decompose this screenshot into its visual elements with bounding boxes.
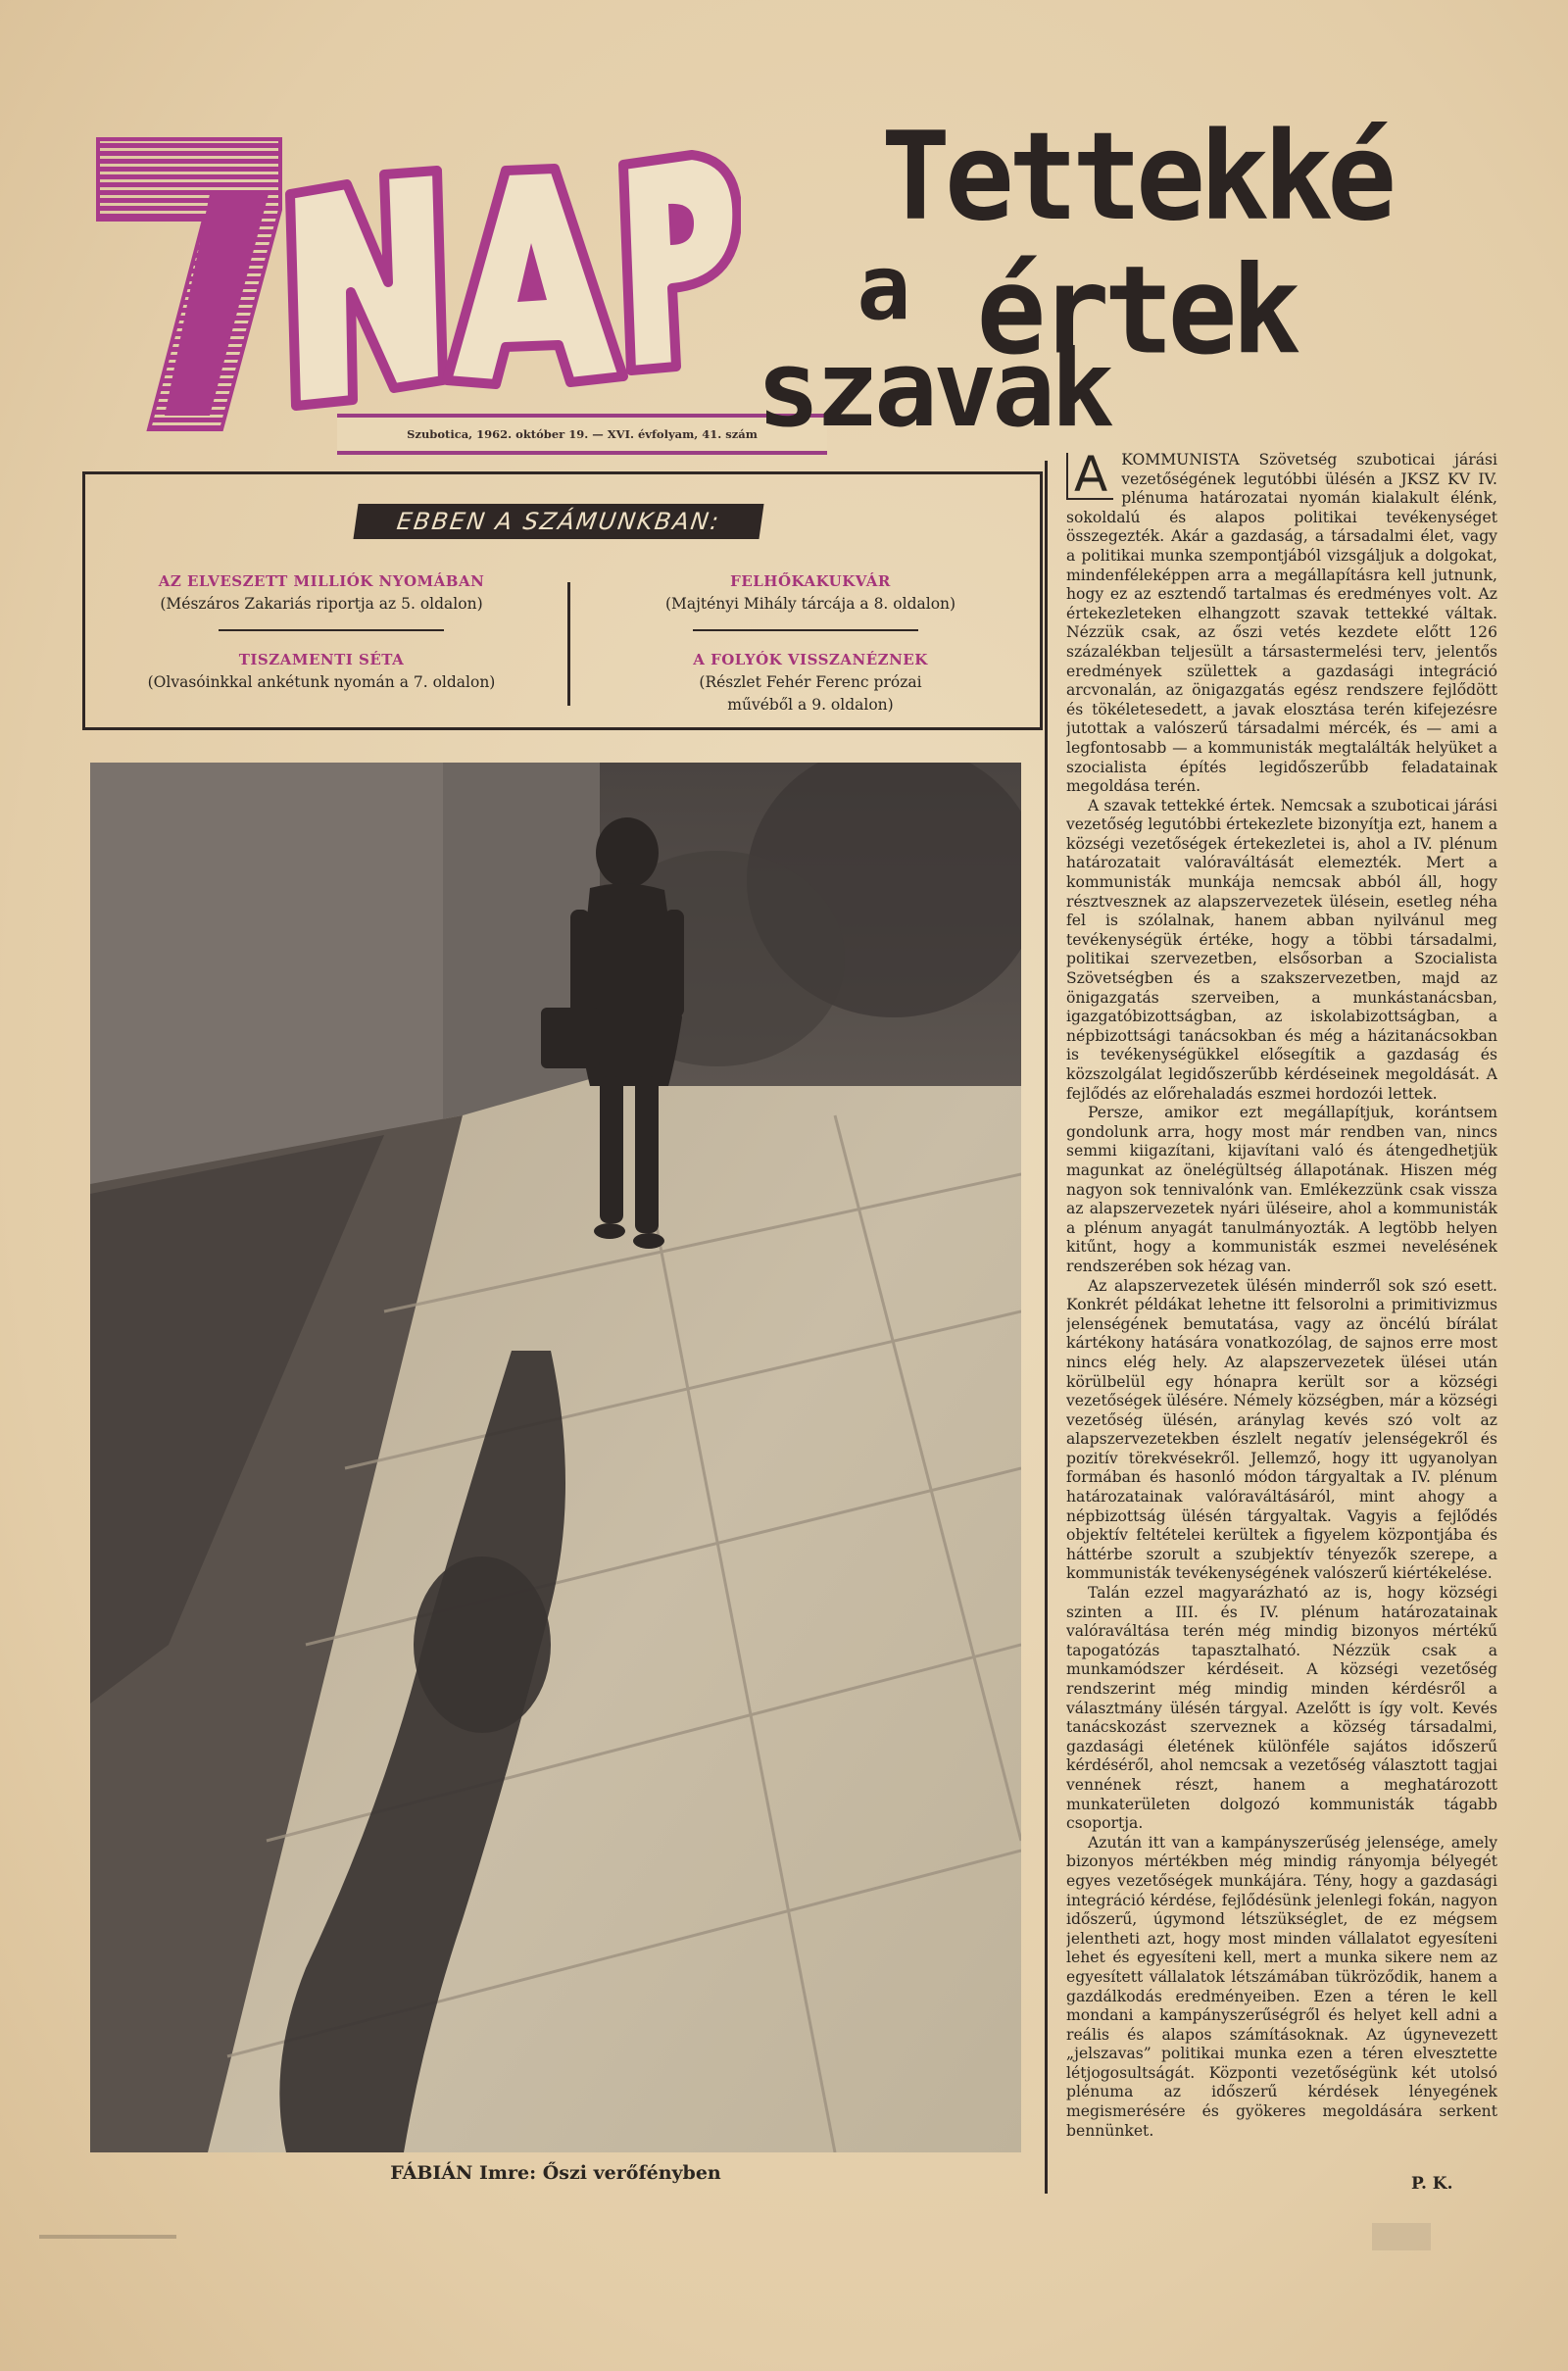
contents-divider <box>567 582 570 706</box>
column-rule <box>1045 461 1048 2194</box>
masthead-logo <box>94 135 741 447</box>
issue-line: Szubotica, 1962. október 19. — XVI. évfolyam, 41. szám <box>337 414 827 455</box>
page-smudge <box>39 2217 1529 2256</box>
article-paragraph: Azután itt van a kampányszerűség jelensége, amely bizonyos mértékben még mindig rányomja bélyegét egyes vezetőségek munkájára. Tény, hogy a gazdasági integráció kérdése, fejlődésünk jelenlegi fokán, nagyon időszerű, úgymond létszükséglet, de ez mégsem jelentheti azt, hogy most minden vállalatot egyesíteni lehet és egyesíteni kell, mert a munka sikere nem az egyesített vállalatok létszámában tükröződik, hanem a gazdálkodás eredményeiben. Ezen a téren le kell mondani a kampányszerűségről és helyet kell adni a reális és alapos számításoknak. Az úgynevezett „jelszavas” politikai munka ezen a téren elvesztette létjogosultságát. Központi vezetőségünk két utolsó plénuma az időszerű kérdések lényegének megismerésére és gyökeres megoldására serkent bennünket. <box>1066 1833 1497 2140</box>
contents-rule-right <box>693 629 918 631</box>
contents-item-title: AZ ELVESZETT MILLIÓK NYOMÁBAN <box>158 572 485 590</box>
article-paragraph: A szavak tettekké értek. Nemcsak a szuboticai járási vezetőség legutóbbi értekezlete bizonyítja ezt, hanem a községi vezetőségek értekezletei is, ahol a IV. plénum határozatait valóraváltását elemezték. Mert a kommunisták munkája nemcsak abból áll, hogy résztvesznek az alapszervezetek ülésein, esetleg néha fel is szólalnak, hanem abban nyilvánul meg tevékenységük értéke, hogy a többi társadalmi, politikai szervezetben, elsősorban a Szocialista Szövetségben és a szakszervezetben, majd az önigazgatás szerveiben, a munkástanácsban, igazgatóbizottságban, az iskolabizottságban, a népbizottsági tanácsokban és még a házitanácsokban is tevékenységükkel elősegítik a gazdaság és közszolgálat legidőszerűbb kérdéseinek megoldását. A fejlődés az előrehaladás eszmei hordozói lettek. <box>1066 796 1497 1103</box>
contents-item-note: (Részlet Fehér Ferenc prózai művéből a 9. oldalon) <box>699 673 922 714</box>
contents-item-note: (Olvasóinkkal ankétunk nyomán a 7. oldalon) <box>147 673 496 691</box>
contents-item[interactable] <box>585 570 1036 616</box>
contents-item[interactable] <box>673 649 948 716</box>
headline-line-1: Tettekké értek <box>880 105 1392 381</box>
article-signature: P. K. <box>1411 2174 1453 2194</box>
contents-item[interactable] <box>91 570 552 616</box>
contents-rule-left <box>219 629 444 631</box>
photo <box>90 763 1021 2152</box>
headline <box>757 105 1501 451</box>
headline-line-3: szavak <box>757 328 1110 451</box>
article-paragraph: Persze, amikor ezt megállapítjuk, korántsem gondolunk arra, hogy most már rendben van, nincs semmi kiigazítani, kijavítani való és átengedhetjük magunkat az önelégültség állapotának. Hiszen még nagyon sok tennivalónk van. Emlékezzünk csak vissza az alapszervezetek nyári üléseire, ahol a kommunisták a plénum anyagát tanulmányozták. A legtöbb helyen kitűnt, hogy a kommunisták eszmei nevelésének rendszerében sok hézag van. <box>1066 1104 1497 1275</box>
contents-item-title: FELHŐKAKUKVÁR <box>730 572 891 590</box>
contents-box <box>82 471 1043 730</box>
contents-title: EBBEN A SZÁMUNKBAN: <box>353 504 763 539</box>
contents-item[interactable] <box>91 649 552 694</box>
masthead <box>94 135 758 447</box>
photo-image <box>90 763 1021 2152</box>
article-paragraph: Az alapszervezetek ülésén minderről sok szó esett. Konkrét példákat lehetne itt felsorolni a primitivizmus jelenségének bemutatása, vagy az öncélú bírálat kártékony hatására vonatkozólag, de sajnos erre most nincs elég hely. Az alapszervezetek ülései után körülbelül egy hónapra került sor a községi vezetőségek ülésére. Némely községben, már a községi vezetőség ülésén, aránylag kevés szó volt az alapszervezetekben észlelt negatív jelenségekről és pozitív törekvésekről. Jellemző, hogy itt ugyanolyan formában és hasonló módon tárgyaltak a IV. plénum határozatainak valóraváltásáról, mint ahogy a népbizottság ülésén tárgyaltak. Vagyis a fejlődés objektív feltételei kerültek a figyelem központjába és háttérbe szorult a szubjektív tényezők szerepe, a kommunisták tevékenységének valószerű kiértékelése. <box>1066 1276 1497 1583</box>
contents-item-note: (Majtényi Mihály tárcája a 8. oldalon) <box>664 595 956 613</box>
article <box>1066 451 1497 2176</box>
contents-item-note: (Mészáros Zakariás riportja az 5. oldalon) <box>160 595 483 613</box>
headline-line-2: a <box>857 235 911 340</box>
contents-item-title: TISZAMENTI SÉTA <box>238 651 405 668</box>
drop-cap: A <box>1066 453 1113 500</box>
photo-caption: FÁBIÁN Imre: Őszi verőfényben <box>390 2162 721 2184</box>
article-paragraph: Talán ezzel magyarázható az is, hogy községi szinten a III. és IV. plénum határozatainak valóraváltása terén még mindig bizonyos mértékű tapogatózás tapasztalható. Nézzük csak a munkamódszer kérdéseit. A községi vezetőség rendszerint még mindig minden kérdésről a választmány ülésén tárgyal. Azelőtt is így volt. Kevés tanácskozást szerveznek a község társadalmi, gazdasági életének különféle sajátos időszerű kérdéséről, ahol nemcsak a vezetőség választott tagjai vennének részt, hanem a meghatározott munkaterületen dolgozó kommunisták tágabb csoportja. <box>1066 1584 1497 1833</box>
article-paragraph: A KOMMUNISTA Szövetség szuboticai járási vezetőségének legutóbbi ülésén a JKSZ KV IV. plénuma határozatai nyomán kialakult élénk, sokoldalú és alapos politikai tevékenységet összegezték. Akár a gazdaság, a társadalmi élet, vagy a politikai munka szempontjából vizsgáljuk a dolgokat, mindenféleképpen arra a megállapításra kell jutnunk, hogy ez az esztendő tartalmas és eredményes volt. Az értekezleteken elhangzott szavak tettekké váltak. Nézzük csak, az őszi vetés kezdete előtt 126 százalékban teljesült a társastermelési terv, jelentős eredmények születtek a gazdasági integráció arcvonalán, az önigazgatás egész rendszere fejlődött és tökéletesedett, a javak elosztása terén kifejezésre jutottak a valószerű társadalmi mércék, és — ami a legfontosabb — a kommunisták megtalálták helyüket a szocialista építés legidőszerűbb feladatainak megoldása terén. <box>1066 451 1497 796</box>
contents-item-title: A FOLYÓK VISSZANÉZNEK <box>693 651 928 668</box>
